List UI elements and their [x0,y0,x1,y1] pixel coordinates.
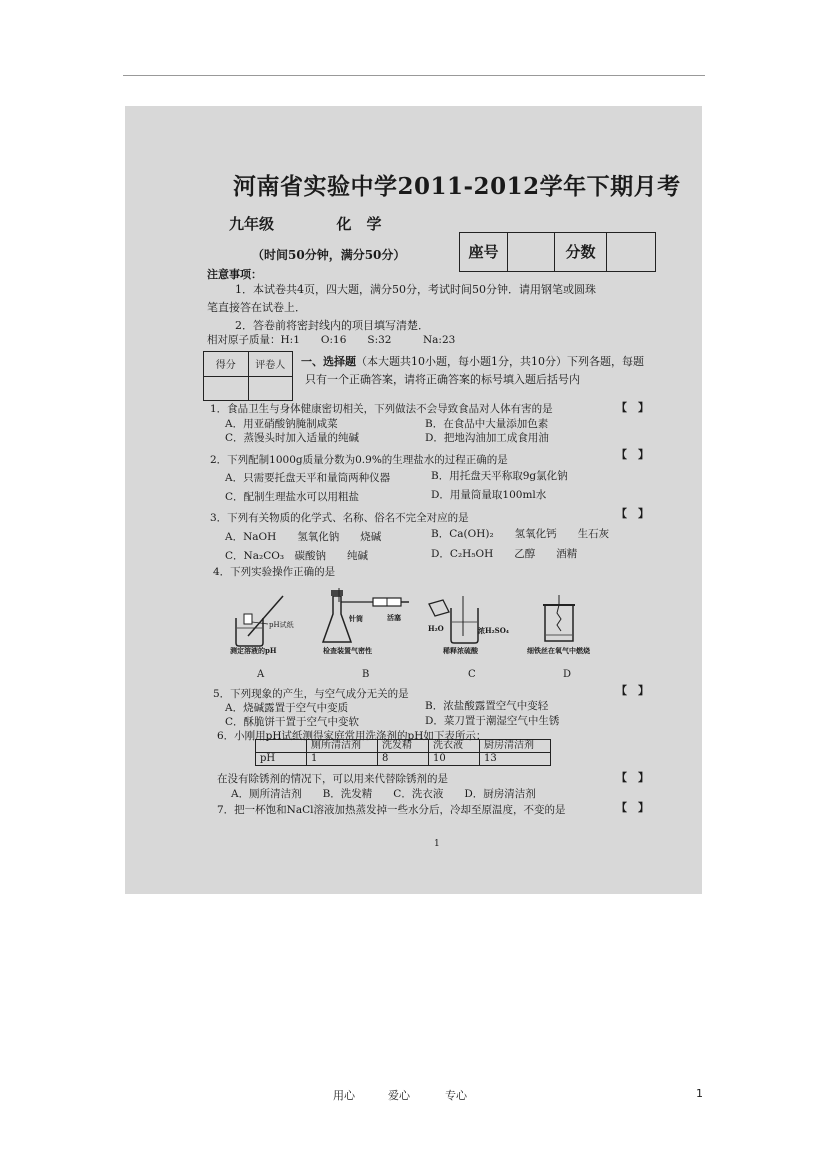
syringe-tag: 针筒 [349,614,363,623]
scan-page-number: 1 [434,839,440,849]
ph-table-cell: pH [256,753,307,766]
time-note: （时间50分钟，满分50分） [252,248,406,262]
score-grader-table [203,351,293,401]
header-rule [123,75,705,76]
notes-heading: 注意事项： [207,268,262,281]
diagram-c-label: C [468,669,476,680]
q7-stem: 7．把一杯饱和NaCl溶液加热蒸发掉一些水分后，冷却至原温度，不变的是 [217,804,566,816]
ph-table-cell: 洗衣液 [429,740,480,753]
q5-option-a: A．烧碱露置于空气中变质 [225,702,349,714]
q6-options: A．厕所清洁剂 B．洗发精 C．洗衣液 D．厨房清洁剂 [231,788,536,800]
q3-option-b: B．Ca(OH)₂ 氢氧化钙 生石灰 [431,528,610,540]
diagram-c-dilute-acid [425,596,495,646]
seat-score-box [459,232,656,272]
seat-blank [508,233,555,271]
q1-stem: 1．食品卫生与身体健康密切相关，下列做法不会导致食品对人体有害的是 [210,403,553,415]
grader-cell [248,376,293,401]
section-1-heading: 一、选择题 [301,355,356,368]
ph-table-cell: 1 [307,753,378,766]
ph-table-cell: 厨房清洁剂 [480,740,551,753]
footer-yongxin: 用心 [333,1089,355,1102]
score-blank [607,233,655,271]
score-label: 分数 [555,233,607,271]
q4-stem: 4．下列实验操作正确的是 [213,566,336,578]
q3-option-c: C．Na₂CO₃ 碳酸钠 纯碱 [225,550,369,562]
q5-stem: 5．下列现象的产生，与空气成分无关的是 [213,688,409,700]
q5-option-b: B．浓盐酸露置空气中变轻 [425,700,549,712]
q2-stem: 2．下列配制1000g质量分数为0.9%的生理盐水的过程正确的是 [210,454,508,466]
grader-header: 评卷人 [248,352,293,377]
q6-bracket: 【 】 [616,771,649,784]
diagram-c-caption: 稀释浓硫酸 [443,646,478,655]
q6-sub: 在没有除锈剂的情况下，可以用来代替除锈剂的是 [217,773,448,785]
q3-option-d: D．C₂H₅OH 乙醇 酒精 [431,548,578,560]
ph-table-cell: 洗发精 [378,740,429,753]
ph-table-header-row [256,740,551,753]
footer-page-number: 1 [696,1087,703,1100]
subject-label: 化 学 [336,215,382,233]
water-tag: H₂O [428,624,444,633]
diagram-d-iron-burning [537,591,587,646]
ph-paper-tag: pH试纸 [269,621,294,629]
footer-zhuanxin: 专心 [445,1089,467,1102]
ph-table [255,739,551,766]
q1-option-d: D．把地沟油加工成食用油 [425,432,549,444]
q2-option-b: B．用托盘天平称取9g氯化钠 [431,470,568,482]
ph-table-cell: 10 [429,753,480,766]
diagram-a-label: A [257,669,265,680]
q3-option-a: A．NaOH 氢氧化钠 烧碱 [225,531,382,543]
q6-stem: 6．小刚用pH试纸测得家庭常用洗涤剂的pH如下表所示： [217,730,487,742]
q1-option-a: A．用亚硝酸钠腌制咸菜 [225,418,338,430]
q2-option-a: A．只需要托盘天平和量筒两种仪器 [225,472,391,484]
diagram-b-label: B [362,669,370,680]
q5-option-d: D．菜刀置于潮湿空气中生锈 [425,715,560,727]
q2-option-d: D．用量筒量取100ml水 [431,489,547,501]
q7-bracket: 【 】 [616,801,649,814]
note-2: 2．答卷前将密封线内的项目填写清楚． [235,319,429,332]
q2-bracket: 【 】 [616,448,649,461]
score-header: 得分 [204,352,249,377]
ph-table-value-row [256,753,551,766]
footer-aixin: 爱心 [388,1089,410,1102]
grade-label: 九年级 [229,215,275,233]
ph-table-cell [256,740,307,753]
ph-table-cell: 厕所清洁剂 [307,740,378,753]
ph-table-cell: 8 [378,753,429,766]
diagram-b-caption: 检查装置气密性 [323,646,372,655]
score-cell [204,376,249,401]
grade-subject [229,213,382,234]
section-1-desc: （本大题共10小题，每小题1分，共10分）下列各题，每题 [356,355,644,368]
q1-option-c: C．蒸馒头时加入适量的纯碱 [225,432,360,444]
seat-label: 座号 [460,233,508,271]
ph-table-cell: 13 [480,753,551,766]
q1-bracket: 【 】 [616,401,649,414]
exam-title: 河南省实验中学2011-2012学年下期月考 [233,173,681,200]
q2-option-c: C．配制生理盐水可以用粗盐 [225,491,360,503]
diagram-d-caption: 细铁丝在氧气中燃烧 [527,646,590,655]
atomic-mass: 相对原子质量：H:1 O:16 S:32 Na:23 [207,334,456,346]
q3-bracket: 【 】 [616,507,649,520]
q5-bracket: 【 】 [616,684,649,697]
acid-tag: 浓H₂SO₄ [478,626,509,635]
note-1-line-1: 1．本试卷共4页，四大题，满分50分，考试时间50分钟．请用钢笔或圆珠 [235,283,596,296]
diagram-a-caption: 测定溶液的pH [230,646,277,655]
note-1-line-2: 笔直接答在试卷上． [207,301,306,314]
q5-option-c: C．酥脆饼干置于空气中变软 [225,716,360,728]
scanned-exam-page [125,106,702,894]
q1-option-b: B．在食品中大量添加色素 [425,418,549,430]
diagram-d-label: D [563,669,572,680]
q3-stem: 3．下列有关物质的化学式、名称、俗名不完全对应的是 [210,512,469,524]
section-1-line-1 [301,353,644,369]
plug-tag: 活塞 [387,613,401,622]
section-1-line-2: 只有一个正确答案，请将正确答案的标号填入题后括号内 [305,373,580,386]
